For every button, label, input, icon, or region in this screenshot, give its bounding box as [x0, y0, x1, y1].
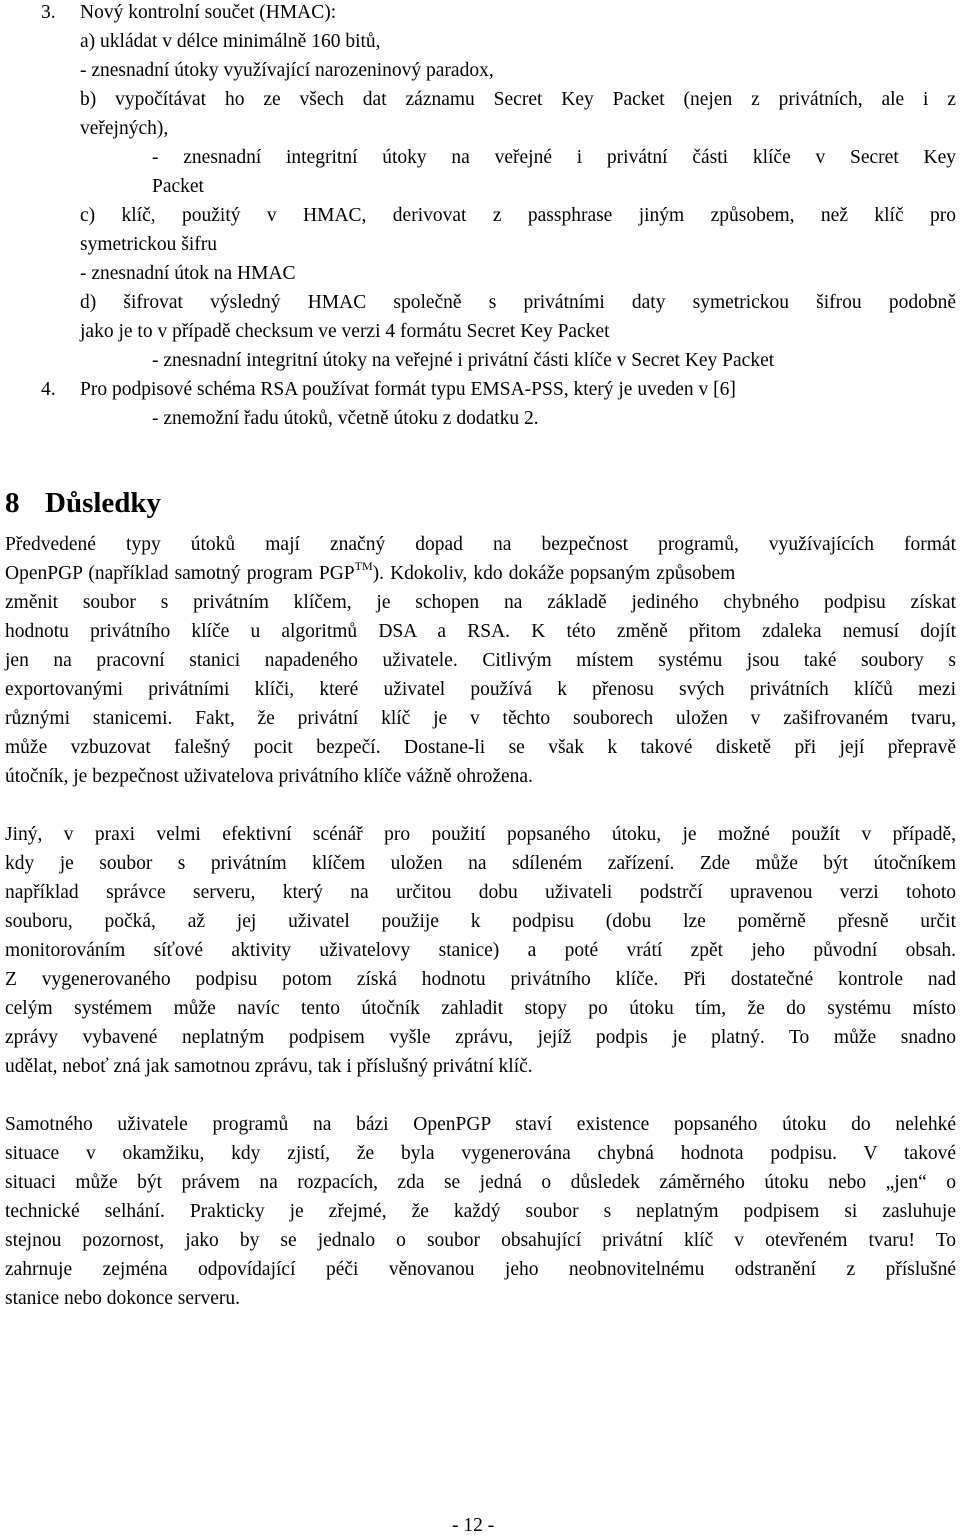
text-line: jen na pracovní stanici napadeného uživatele. Citlivým místem systému jsou také soubory s — [5, 650, 956, 671]
text-line: útočník, je bezpečnost uživatelova privátního klíče vážně ohrožena. — [5, 766, 533, 787]
text-line: exportovanými privátními klíči, které uživatel používá k přenosu svých privátních klíčů mezi — [5, 679, 956, 700]
text-line: OpenPGP (například samotný program PGP™). Kdokoliv, kdo dokáže popsaným způsobem — [5, 559, 736, 584]
sub-item-b-cont: veřejných), — [80, 118, 169, 139]
sub-item-d-note: - znesnadní integritní útoky na veřejné i privátní části klíče v Secret Key Packet — [152, 350, 775, 371]
text-line: monitorováním síťové aktivity uživatelovy stanice) a poté vrátí zpět jeho původní obsah. — [5, 940, 956, 961]
sub-item-b-note: - znesnadní integritní útoky na veřejné i privátní části klíče v Secret Key — [152, 147, 956, 168]
text-line: může vzbuzovat falešný pocit bezpečí. Dostane-li se však k takové disketě při její přepravě — [5, 737, 956, 758]
text-line: Samotného uživatele programů na bázi OpenPGP staví existence popsaného útoku do nelehké — [5, 1114, 956, 1135]
list-item-text: Pro podpisové schéma RSA používat formát typu EMSA-PSS, který je uveden v [6] — [80, 379, 736, 400]
text-line: Předvedené typy útoků mají značný dopad na bezpečnost programů, využívajících formát — [5, 534, 956, 555]
text-line: kdy je soubor s privátním klíčem uložen na sdíleném zařízení. Zde může být útočníkem — [5, 853, 956, 874]
text-line: stejnou pozornost, jako by se jednalo o soubor obsahující privátní klíč v otevřeném tvaru! To — [5, 1230, 956, 1251]
sub-item-c-cont: symetrickou šifru — [80, 234, 218, 255]
trademark-mark: TM — [354, 559, 373, 573]
sub-item-c-note: - znesnadní útok na HMAC — [80, 263, 296, 284]
text-line: změnit soubor s privátním klíčem, je schopen na základě jediného chybného podpisu získat — [5, 592, 956, 613]
text-line: zahrnuje zejména odpovídající péči věnovanou jeho neobnovitelnému odstranění z příslušné — [5, 1259, 956, 1280]
text-line: například správce serveru, který na určitou dobu uživateli podstrčí upravenou verzi tohoto — [5, 882, 956, 903]
section-heading — [5, 489, 161, 518]
text-line: zprávy vybavené neplatným podpisem vyšle zprávu, jejíž podpis je platný. To může snadno — [5, 1027, 956, 1048]
text-line: Jiný, v praxi velmi efektivní scénář pro použití popsaného útoku, je možné použít v případě, — [5, 824, 956, 845]
list-item-title: Nový kontrolní součet (HMAC): — [80, 2, 337, 23]
list-item-note: - znemožní řadu útoků, včetně útoku z dodatku 2. — [152, 408, 539, 429]
text-line: stanice nebo dokonce serveru. — [5, 1288, 240, 1309]
text-line: celým systémem může navíc tento útočník zahladit stopy po útoku tím, že do systému místo — [5, 998, 956, 1019]
page-number: - 12 - — [452, 1515, 495, 1536]
section-number: 8 — [5, 487, 20, 519]
text-line: hodnotu privátního klíče u algoritmů DSA a RSA. K této změně přitom zdaleka nemusí dojít — [5, 621, 956, 642]
sub-item-d: d) šifrovat výsledný HMAC společně s privátními daty symetrickou šifrou podobně — [80, 292, 956, 313]
text-line: souboru, počká, až jej uživatel použije k podpisu (dobu lze poměrně přesně určit — [5, 911, 956, 932]
sub-item-c: c) klíč, použitý v HMAC, derivovat z passphrase jiným způsobem, než klíč pro — [80, 205, 956, 226]
text-line: technické selhání. Prakticky je zřejmé, že každý soubor s neplatným podpisem si zasluhuje — [5, 1201, 956, 1222]
sub-item-a-note: - znesnadní útoky využívající narozeninový paradox, — [80, 60, 494, 81]
text-line: situace v okamžiku, kdy zjistí, že byla vygenerována chybná hodnota podpisu. V takové — [5, 1143, 956, 1164]
text-line: udělat, neboť zná jak samotnou zprávu, tak i příslušný privátní klíč. — [5, 1056, 533, 1077]
section-title: Důsledky — [45, 487, 162, 519]
sub-item-a: a) ukládat v délce minimálně 160 bitů, — [80, 31, 381, 52]
sub-item-b-note-cont: Packet — [152, 176, 204, 197]
text-line: situaci může být právem na rozpacích, zda se jedná o důsledek záměrného útoku nebo „jen“ o — [5, 1172, 956, 1193]
sub-item-d-cont: jako je to v případě checksum ve verzi 4 formátu Secret Key Packet — [80, 321, 610, 342]
list-number: 3. — [41, 2, 56, 23]
sub-item-b: b) vypočítávat ho ze všech dat záznamu Secret Key Packet (nejen z privátních, ale i z — [80, 89, 956, 110]
list-number: 4. — [41, 379, 56, 400]
text-line: různými stanicemi. Fakt, že privátní klíč je v těchto souborech uložen v zašifrovaném tvaru, — [5, 708, 956, 729]
text-line: Z vygenerovaného podpisu potom získá hodnotu privátního klíče. Při dostatečné kontrole nad — [5, 969, 956, 990]
